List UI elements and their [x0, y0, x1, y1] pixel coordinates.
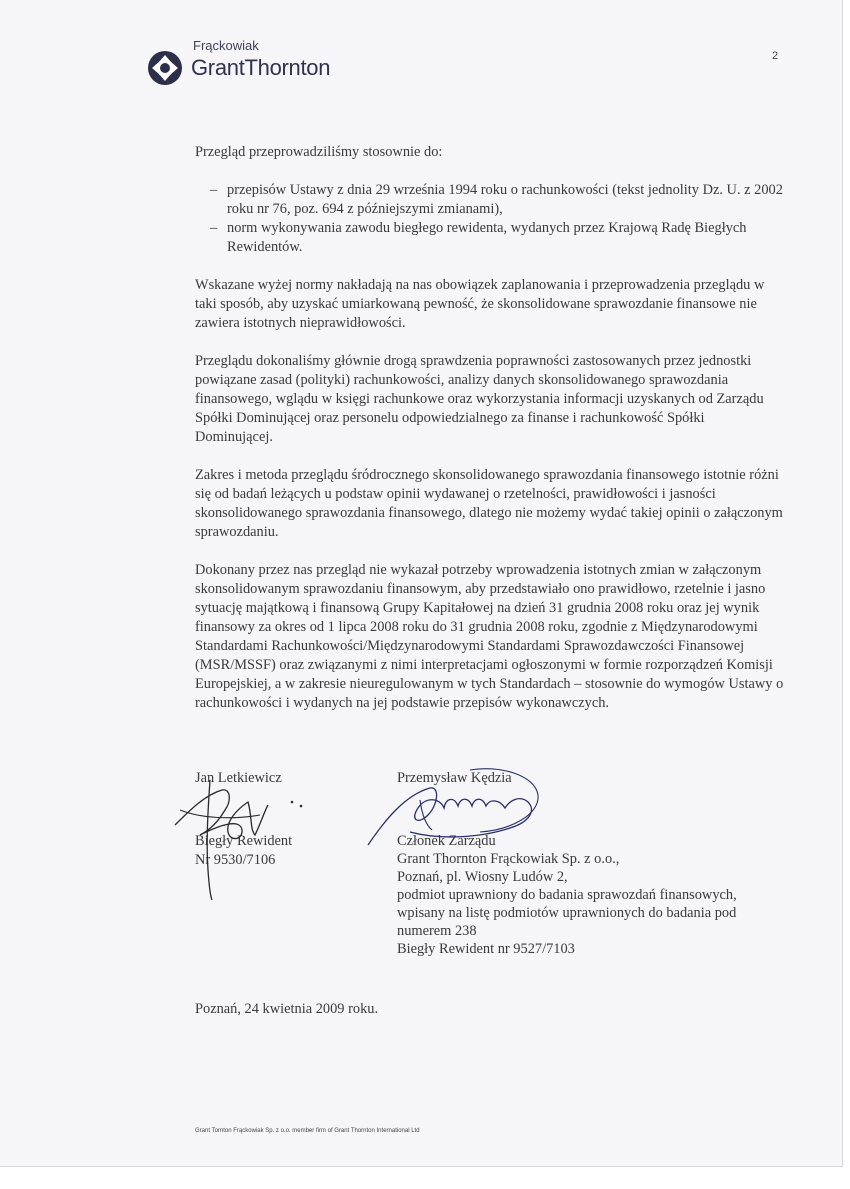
logo-wordmark: GrantThornton [191, 55, 331, 80]
signature-block-left [195, 769, 395, 868]
page-number: 2 [772, 50, 779, 62]
signature-block-right [397, 769, 797, 957]
paragraph-conclusion: Dokonany przez nas przegląd nie wykazał potrzeby wprowadzenia istotnych zmian w załączonym skonsolidowanym sprawozdaniu finansowym, aby przedstawiało ono prawidłowo, rzetelnie i jasno sytuację majątkową i finansową Grupy Kapitałowej na dzień 31 grudnia 2008 roku oraz jej wynik finansowy za okres od 1 lipca 2008 roku do 31 grudnia 2008 roku, zgodnie z Międzynarodowymi Standardami Rachunkowości/Międzynarodowymi Standardami Sprawozdawczości Finansowej (MSR/MSSF) oraz związanymi z nimi interpretacjami ogłoszonymi w formie rozporządzeń Komisji Europejskiej, a w zakresie nieuregulowanym w tych Standardach – stosownie do wymogów Ustawy o rachunkowości i wydanych na jej podstawie przepisów wykonawczych. [195, 562, 784, 711]
list-item: – norm wykonywania zawodu biegłego rewidenta, wydanych przez Krajową Radę Biegłych Rewidentów. [210, 220, 747, 255]
paragraph-assurance: Wskazane wyżej normy nakładają na nas obowiązek zaplanowania i przeprowadzenia przeglądu w taki sposób, aby uzyskać umiarkowaną pewność, że skonsolidowane sprawozdanie finansowe nie zawiera istotnych nieprawidłowości. [195, 277, 765, 331]
grant-thornton-logo [147, 38, 367, 88]
signatory-name: Jan Letkiewicz [195, 770, 282, 786]
paragraph-procedures: Przeglądu dokonaliśmy głównie drogą sprawdzenia poprawności zastosowanych przez jednostki powiązane zasad (polityki) rachunkowości, analizy danych skonsolidowanego sprawozdania finansowego, wglądu w księgi rachunkowe oraz wykorzystania informacji uzyskanych od Zarządu Spółki Dominującej oraz personelu odpowiedzialnego za finanse i rachunkowość Spółki Dominującej. [195, 353, 764, 445]
intro-paragraph: Przegląd przeprowadziliśmy stosownie do: [195, 144, 443, 160]
signatory-role: Członek Zarządu Grant Thornton Frąckowiak Sp. z o.o., Poznań, pl. Wiosny Ludów 2, podmiot uprawniony do badania sprawozdań finansowych, wpisany na listę podmiotów uprawnionych do badania pod numerem 238 Biegły Rewident nr 9527/7103 [397, 833, 737, 957]
signatory-role: Biegły Rewident Nr 9530/7106 [195, 833, 293, 868]
place-and-date: Poznań, 24 kwietnia 2009 roku. [195, 1001, 379, 1017]
list-item: – przepisów Ustawy z dnia 29 września 1994 roku o rachunkowości (tekst jednolity Dz. U. z 2002 roku nr 76, poz. 694 z późniejszymi zmianami), [210, 182, 783, 217]
paragraph-scope: Zakres i metoda przeglądu śródrocznego skonsolidowanego sprawozdania finansowego istotnie różni się od badań leżących u podstaw opinii wydawanej o rzetelności, prawidłowości i jasności skonsolidowanego sprawozdania finansowego, dlatego nie możemy wydać takiej opinii o załączonym sprawozdaniu. [195, 467, 783, 540]
logo-subtitle: Frąckowiak [193, 38, 259, 53]
standards-list [195, 181, 785, 257]
footer-note: Grant Tornton Frąckowiak Sp. z o.o. member firm of Grant Thornton International Ltd [195, 1128, 420, 1134]
signatory-name: Przemysław Kędzia [397, 770, 512, 786]
document-body [195, 143, 785, 732]
logo-mark-icon [147, 50, 183, 86]
